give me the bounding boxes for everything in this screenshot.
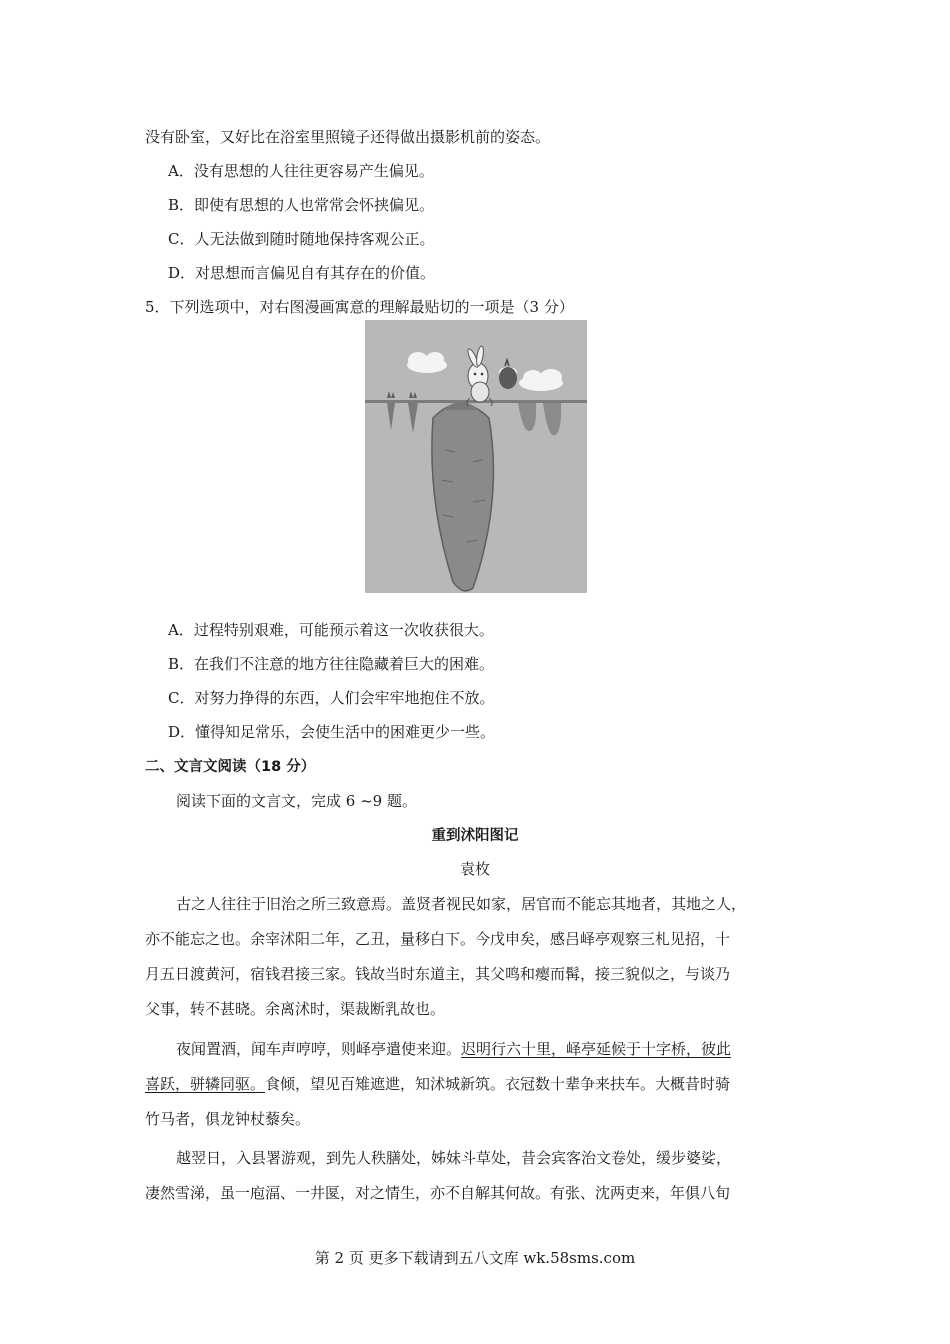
p2-line-2	[145, 1074, 730, 1094]
p3-line-1: 越翌日，入县署游观，到先人秩膳处，姊妹斗草处，昔会宾客治文卷处，缓步婆娑，	[176, 1149, 732, 1167]
carrot-cartoon	[365, 320, 587, 593]
q4-option-a: A．没有思想的人往往更容易产生偏见。	[168, 162, 434, 180]
q5-prompt: 5．下列选项中，对右图漫画寓意的理解最贴切的一项是（3 分）	[145, 298, 574, 316]
p1-line-4: 父事，转不甚晓。余离沭时，渠裁断乳故也。	[145, 1000, 446, 1018]
q4-option-b: B．即使有思想的人也常常会怀挟偏见。	[168, 196, 435, 214]
q5-option-a: A．过程特别艰难，可能预示着这一次收获很大。	[168, 621, 494, 639]
p2-underlined-1: 迟明行六十里，峄亭延候于十字桥，彼此	[461, 1040, 732, 1058]
page-footer: 第 2 页 更多下载请到五八文库 wk.58sms.com	[314, 1249, 636, 1267]
q5-option-d: D．懂得知足常乐，会使生活中的困难更少一些。	[168, 723, 496, 741]
passage-title: 重到沭阳图记	[431, 828, 519, 844]
p2-start: 夜闻置酒，闻车声哼哼，则峄亭遣使来迎。	[176, 1040, 462, 1058]
intro-line: 没有卧室，又好比在浴室里照镜子还得做出摄影机前的姿态。	[145, 128, 551, 146]
p3-line-2: 凄然雪涕，虽一庖湢、一井匽，对之情生，亦不自解其何故。有张、沈两吏来，年俱八旬	[145, 1184, 731, 1202]
q4-option-d: D．对思想而言偏见自有其存在的价值。	[168, 264, 436, 282]
p1-line-1: 古之人往往于旧治之所三致意焉。盖贤者视民如家，居官而不能忘其地者，其地之人，	[176, 895, 747, 913]
section-instruction: 阅读下面的文言文，完成 6 ~9 题。	[176, 792, 417, 810]
p1-line-2: 亦不能忘之也。余宰沭阳二年，乙丑，量移白下。今戊申矣，感吕峄亭观察三札见招，十	[145, 930, 731, 948]
p2-underlined-2: 喜跃，骈辚同驱。	[145, 1075, 266, 1093]
p2-line-1	[176, 1039, 731, 1059]
q4-option-c: C．人无法做到随时随地保持客观公正。	[168, 230, 435, 248]
q5-option-b: B．在我们不注意的地方往往隐藏着巨大的困难。	[168, 655, 495, 673]
p1-line-3: 月五日渡黄河，宿钱君接三家。钱故当时东道主，其父鸣和瘿而髯，接三貌似之，与谈乃	[145, 965, 731, 983]
p2-line-3: 竹马者，俱龙钟杖藜矣。	[145, 1110, 311, 1128]
passage-author: 袁枚	[459, 860, 490, 878]
section-heading: 二、文言文阅读（18 分）	[145, 759, 316, 775]
p2-rest: 食倾，望见百雉遮迣，知沭城新筑。衣冠数十辈争来扶车。大概昔时骑	[265, 1075, 731, 1093]
q5-option-c: C．对努力挣得的东西，人们会牢牢地抱住不放。	[168, 689, 495, 707]
